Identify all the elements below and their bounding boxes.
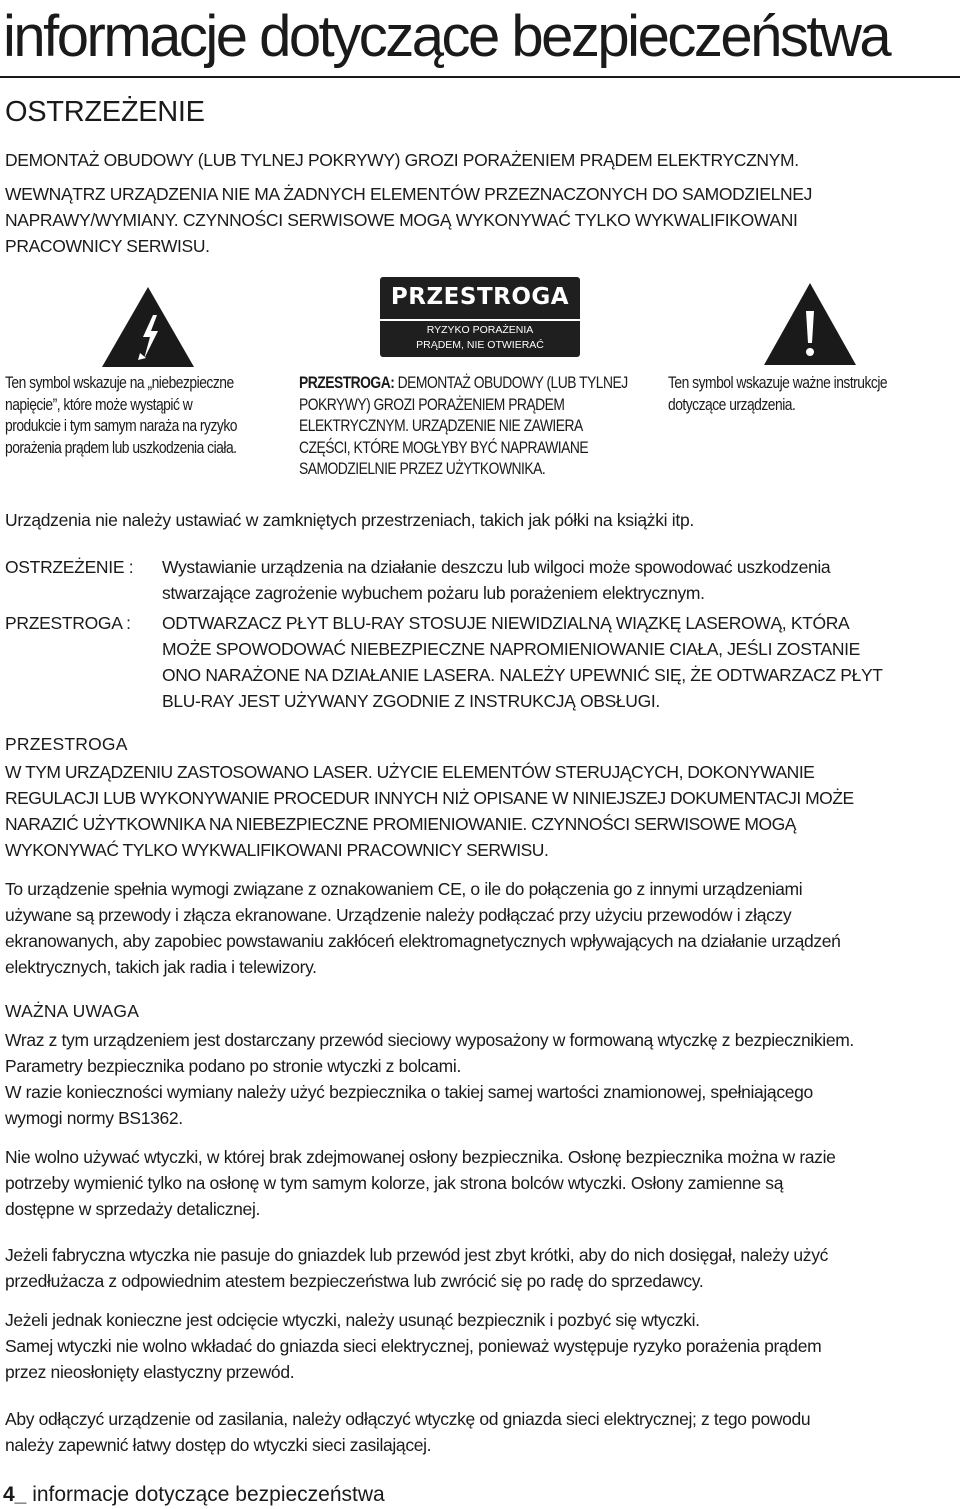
text-line: W TYM URZĄDZENIU ZASTOSOWANO LASER. UŻYCIE ELEMENTÓW STERUJĄCYCH, DOKONYWANIE bbox=[5, 762, 815, 782]
text-line: ONO NARAŻONE NA DZIAŁANIE LASERA. NALEŻY UPEWNIĆ SIĘ, ŻE ODTWARZACZ PŁYT bbox=[162, 665, 883, 685]
text-line: WYKONYWAĆ TYLKO WYKWALIFIKOWANI PRACOWNICY SERWISU. bbox=[5, 840, 549, 860]
text-line: BLU-RAY JEST UŻYWANY ZGODNIE Z INSTRUKCJĄ OBSŁUGI. bbox=[162, 691, 660, 711]
text-line: elektrycznych, takich jak radia i telewizory. bbox=[5, 957, 317, 977]
text-line: Wystawianie urządzenia na działanie deszczu lub wilgoci może spowodować uszkodzenia bbox=[162, 557, 831, 577]
important-paragraph-1 bbox=[5, 1027, 854, 1131]
text-line: ekranowanych, aby zapobiec powstawaniu zakłóceń elektromagnetycznych wpływających na działanie urządzeń bbox=[5, 931, 841, 951]
note1-label: OSTRZEŻENIE : bbox=[5, 557, 134, 577]
badge-subtitle: RYZYKO PORAŻENIA PRĄDEM, NIE OTWIERAĆ bbox=[416, 324, 544, 351]
note1-text bbox=[162, 554, 830, 606]
high-voltage-warning-icon bbox=[100, 285, 196, 369]
text-line: CZĘŚCI, KTÓRE MOGŁYBY BYĆ NAPRAWIANE bbox=[299, 438, 589, 457]
warning-text-2 bbox=[5, 181, 812, 259]
text-line: POKRYWY) GROZI PORAŻENIEM PRĄDEM bbox=[299, 395, 565, 414]
important-note-heading: WAŻNA UWAGA bbox=[5, 1001, 140, 1021]
important-symbol-description bbox=[668, 373, 887, 416]
important-paragraph-5 bbox=[5, 1406, 810, 1458]
important-paragraph-3 bbox=[5, 1242, 828, 1294]
text-line: Parametry bezpiecznika podano po stronie wtyczki z bolcami. bbox=[5, 1056, 461, 1076]
text-line: PRACOWNICY SERWISU. bbox=[5, 236, 210, 256]
caution-description: PRZESTROGA: DEMONTAŻ OBUDOWY (LUB TYLNEJ POKRYWY) GROZI PORAŻENIEM PRĄDEM ELEKTRYCZNYM. URZĄDZENIE NIE ZAWIERA CZĘŚCI, KTÓRE MOGŁYBY BYĆ NAPRAWIANE SAMODZIELNIE PRZEZ UŻYTKOWNIKA. bbox=[299, 373, 628, 481]
text-line: MOŻE SPOWODOWAĆ NIEBEZPIECZNE NAPROMIENIOWANIE CIAŁA, JEŚLI ZOSTANIE bbox=[162, 639, 860, 659]
text-line: przez nieosłonięty elastyczny przewód. bbox=[5, 1362, 295, 1382]
important-paragraph-4 bbox=[5, 1307, 821, 1385]
voltage-symbol-description bbox=[5, 373, 237, 459]
text-line: stwarzające zagrożenie wybuchem pożaru lub porażeniem elektrycznym. bbox=[162, 583, 705, 603]
ce-compliance-text bbox=[5, 876, 841, 980]
note2-label: PRZESTROGA : bbox=[5, 613, 131, 633]
text-line: Jeżeli fabryczna wtyczka nie pasuje do gniazdek lub przewód jest zbyt krótki, aby do nich dosięgał, należy użyć bbox=[5, 1245, 828, 1265]
text-line: Samej wtyczki nie wolno wkładać do gniazda sieci elektrycznej, ponieważ występuje ryzyko porażenia prądem bbox=[5, 1336, 822, 1356]
text-line: To urządzenie spełnia wymogi związane z oznakowaniem CE, o ile do połączenia go z innymi urządzeniami bbox=[5, 879, 803, 899]
text-line: wymogi normy BS1362. bbox=[5, 1108, 183, 1128]
text-line: WEWNĄTRZ URZĄDZENIA NIE MA ŻADNYCH ELEMENTÓW PRZEZNACZONYCH DO SAMODZIELNEJ bbox=[5, 184, 812, 204]
text-line: ELEKTRYCZNYM. URZĄDZENIE NIE ZAWIERA bbox=[299, 417, 583, 435]
warning-heading: OSTRZEŻENIE bbox=[5, 96, 205, 128]
badge-title: PRZESTROGA bbox=[390, 284, 570, 310]
text-line: Ten symbol wskazuje na „niebezpieczne bbox=[5, 374, 234, 392]
badge-divider bbox=[380, 319, 580, 321]
text-line: dostępne w sprzedaży detalicznej. bbox=[5, 1199, 260, 1219]
page-footer bbox=[3, 1482, 385, 1508]
text-line: Nie wolno używać wtyczki, w której brak zdejmowanej osłony bezpiecznika. Osłonę bezpiecznika można w razie bbox=[5, 1147, 836, 1167]
text-line: Jeżeli jednak konieczne jest odcięcie wtyczki, należy usunąć bezpiecznik i pozbyć się wtyczki. bbox=[5, 1310, 700, 1330]
text-line: dotyczące urządzenia. bbox=[668, 395, 796, 414]
text-line: ODTWARZACZ PŁYT BLU-RAY STOSUJE NIEWIDZIALNĄ WIĄZKĘ LASEROWĄ, KTÓRA bbox=[162, 613, 850, 633]
enclosed-space-note: Urządzenia nie należy ustawiać w zamkniętych przestrzeniach, takich jak półki na książki itp. bbox=[5, 510, 694, 530]
warning-text-1: DEMONTAŻ OBUDOWY (LUB TYLNEJ POKRYWY) GROZI PORAŻENIEM PRĄDEM ELEKTRYCZNYM. bbox=[5, 150, 799, 170]
text-line: Wraz z tym urządzeniem jest dostarczany przewód sieciowy wyposażony w formowaną wtyczkę z bezpiecznikiem. bbox=[5, 1030, 854, 1050]
text-line: NARAZIĆ UŻYTKOWNIKA NA NIEBEZPIECZNE PROMIENIOWANIE. CZYNNOŚCI SERWISOWE MOGĄ bbox=[5, 814, 796, 834]
page-number: 4_ bbox=[3, 1483, 27, 1506]
text-line: potrzeby wymienić tylko na osłonę w tym samym kolorze, jak strona bolców wtyczki. Osłony zamienne są bbox=[5, 1173, 784, 1193]
caution-badge bbox=[380, 277, 580, 357]
text-line: W razie konieczności wymiany należy użyć bezpiecznika o takiej samej wartości znamionowej, spełniającego bbox=[5, 1082, 813, 1102]
text-line: Ten symbol wskazuje ważne instrukcje bbox=[668, 374, 888, 392]
text-line: używane są przewody i złącza ekranowane. Urządzenie należy podłączać przy użyciu przewodów i złączy bbox=[5, 905, 792, 925]
text-line: Aby odłączyć urządzenie od zasilania, należy odłączyć wtyczkę od gniazda sieci elektrycznej; z tego powodu bbox=[5, 1409, 811, 1429]
text-line: SAMODZIELNIE PRZEZ UŻYTKOWNIKA. bbox=[299, 460, 546, 478]
text-line: porażenia prądem lub uszkodzenia ciała. bbox=[5, 438, 237, 457]
footer-label: informacje dotyczące bezpieczeństwa bbox=[32, 1483, 385, 1506]
caution-text bbox=[5, 759, 854, 863]
title-divider bbox=[0, 76, 960, 78]
page-title: informacje dotyczące bezpieczeństwa bbox=[3, 4, 890, 69]
note2-text bbox=[162, 610, 883, 714]
text-line: NAPRAWY/WYMIANY. CZYNNOŚCI SERWISOWE MOGĄ WYKONYWAĆ TYLKO WYKWALIFIKOWANI bbox=[5, 210, 798, 230]
important-paragraph-2 bbox=[5, 1144, 836, 1222]
caution-label: PRZESTROGA: bbox=[299, 374, 395, 392]
text-line: produkcie i tym samym naraża na ryzyko bbox=[5, 417, 237, 435]
text-line: przedłużacza z odpowiednim atestem bezpieczeństwa lub zwrócić się po radę do sprzedawcy. bbox=[5, 1271, 704, 1291]
text-line: REGULACJI LUB WYKONYWANIE PROCEDUR INNYCH NIŻ OPISANE W NINIEJSZEJ DOKUMENTACJI MOŻE bbox=[5, 788, 854, 808]
text-line: napięcie”, które może wystąpić w bbox=[5, 395, 193, 414]
exclamation-warning-icon bbox=[762, 281, 858, 367]
caution-heading: PRZESTROGA bbox=[5, 734, 128, 754]
text-line: należy zapewnić łatwy dostęp do wtyczki sieci zasilającej. bbox=[5, 1435, 432, 1455]
